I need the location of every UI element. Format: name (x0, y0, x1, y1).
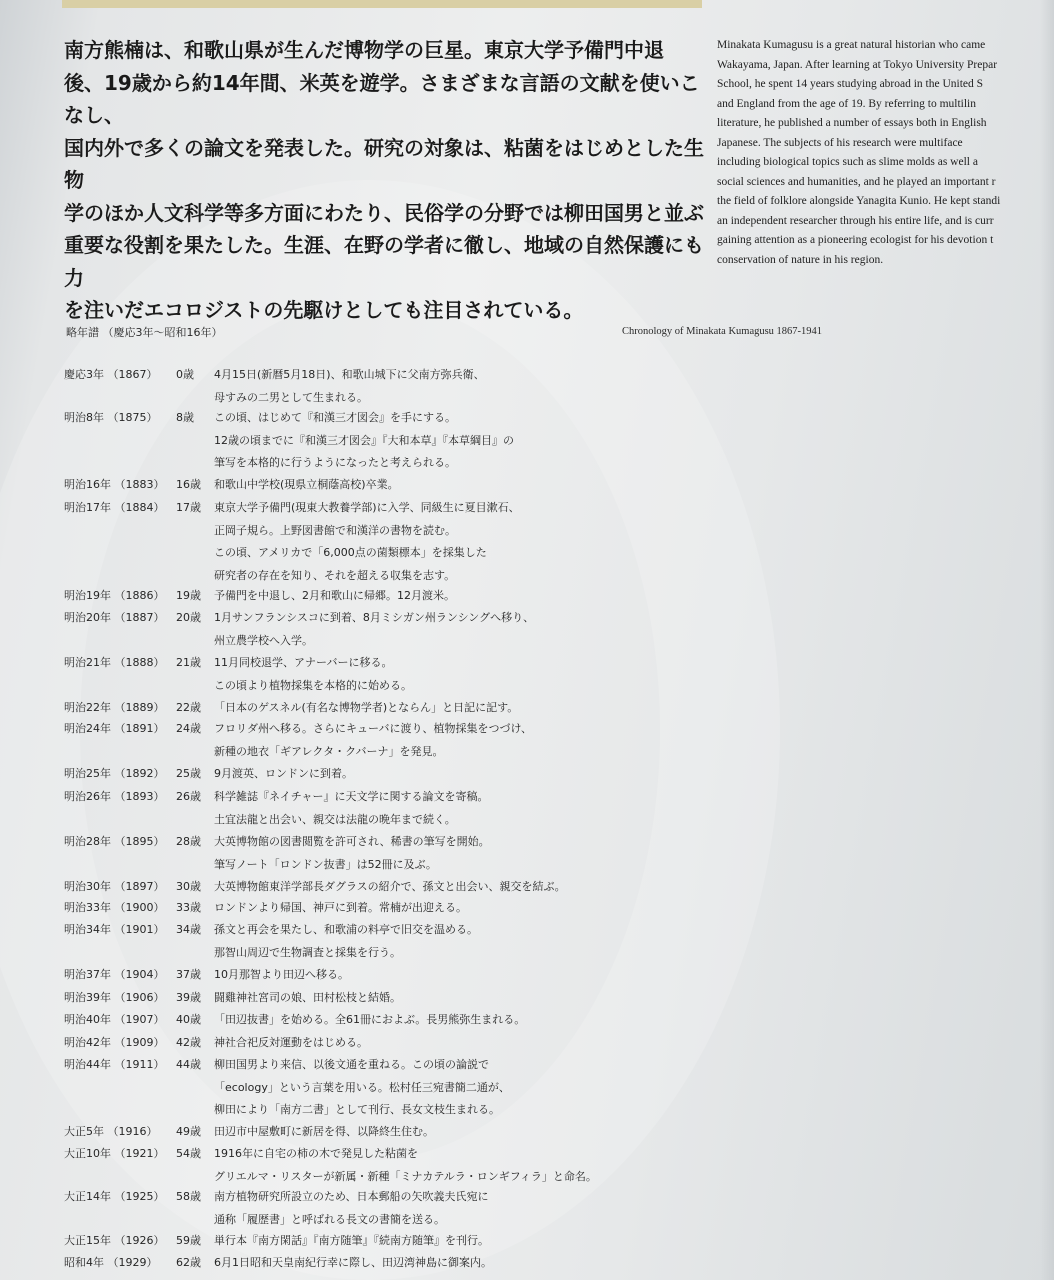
jp-row-text: 闘雞神社宮司の娘、田村松枝と結婚。 (214, 991, 401, 1004)
jp-row-age: 39歳 (176, 991, 201, 1004)
jp-row-text: 柳田国男より来信、以後文通を重ねる。この頃の論説で 「ecology」という言葉を用いる。松村任三宛書簡二通が、 柳田により「南方二書」として刊行、長女文枝生まれる。 (214, 1058, 510, 1116)
jp-row-age: 21歳 (176, 656, 201, 669)
jp-row-era: 大正14年 （1925） (64, 1190, 165, 1203)
jp-row-text: 10月那智より田辺へ移る。 (214, 968, 349, 981)
jp-row-era: 明治34年 （1901） (64, 923, 165, 936)
en-chronology-title: Chronology of Minakata Kumagusu 1867-1941 (622, 326, 823, 337)
jp-row-age: 20歳 (176, 611, 201, 624)
jp-row-era: 明治28年 （1895） (64, 835, 165, 848)
jp-row-text: 1916年に自宅の柿の木で発見した粘菌を グリエルマ・リスターが新属・新種「ミナカテルラ・ロンギフィラ」と命名。 (214, 1147, 597, 1183)
jp-row-era: 明治42年 （1909） (64, 1036, 165, 1049)
jp-row-text: 4月15日(新暦5月18日)、和歌山城下に父南方弥兵衛、 母すみの二男として生まれる。 (214, 368, 485, 404)
jp-row-age: 42歳 (176, 1036, 201, 1049)
edge-shadow (1040, 0, 1054, 1280)
jp-row-age: 22歳 (176, 701, 201, 714)
jp-row-text: フロリダ州へ移る。さらにキューバに渡り、植物採集をつづけ、 新種の地衣「ギアレクタ・クバーナ」を発見。 (214, 722, 533, 758)
jp-row-age: 17歳 (176, 501, 201, 514)
jp-row-age: 30歳 (176, 880, 201, 893)
jp-row-text: 東京大学予備門(現東大教養学部)に入学、同級生に夏目漱石、 正岡子規ら。上野図書館で和漢洋の書物を読む。 この頃、アメリカで「6,000点の菌類標本」を採集した 研究者の存在を知り、それを超える収集を志す。 (214, 501, 520, 582)
japanese-intro-text: 南方熊楠は、和歌山県が生んだ博物学の巨星。東京大学予備門中退 後、19歳から約14年間、米英を遊学。さまざまな言語の文献を使いこなし、 国内外で多くの論文を発表した。研究の対象は、粘菌をはじめとした生物 学のほか人文科学等多方面にわたり、民俗学の分野では柳田国男と並ぶ 重要な役割を果たした。生涯、在野の学者に徹し、地域の自然保護にも力 を注いだエコロジストの先駆けとしても注目されている。 (64, 38, 704, 322)
jp-row-age: 8歳 (176, 411, 194, 424)
jp-row-age: 34歳 (176, 923, 201, 936)
jp-row-age: 19歳 (176, 589, 201, 602)
jp-row-era: 明治24年 （1891） (64, 722, 165, 735)
jp-row-era: 明治26年 （1893） (64, 790, 165, 803)
jp-row-era: 大正15年 （1926） (64, 1234, 165, 1247)
jp-row-text: 大英博物館東洋学部長ダグラスの紹介で、孫文と出会い、親交を結ぶ。 (214, 880, 566, 893)
jp-row-era: 明治37年 （1904） (64, 968, 165, 981)
jp-row-text: 孫文と再会を果たし、和歌浦の料亭で旧交を温める。 那智山周辺で生物調査と採集を行う。 (214, 923, 478, 959)
jp-row-text: 大英博物館の図書閲覧を許可され、稀書の筆写を開始。 筆写ノート「ロンドン抜書」は52冊に及ぶ。 (214, 835, 490, 871)
jp-row-text: 単行本『南方閑話』『南方随筆』『続南方随筆』を刊行。 (214, 1234, 489, 1247)
jp-row-era: 明治39年 （1906） (64, 991, 165, 1004)
jp-row-text: 南方植物研究所設立のため、日本郵船の矢吹義夫氏宛に 通称「履歴書」と呼ばれる長文の書簡を送る。 (214, 1190, 489, 1226)
jp-row-era: 大正10年 （1921） (64, 1147, 165, 1160)
jp-row-era: 昭和4年 （1929） (64, 1256, 158, 1269)
jp-row-age: 49歳 (176, 1125, 201, 1138)
jp-row-era: 大正5年 （1916） (64, 1125, 158, 1138)
jp-row-age: 16歳 (176, 478, 201, 491)
jp-row-age: 25歳 (176, 767, 201, 780)
jp-row-text: 「田辺抜書」を始める。全61冊におよぶ。長男熊弥生まれる。 (214, 1013, 526, 1026)
jp-row-era: 明治33年 （1900） (64, 901, 165, 914)
english-intro-text: Minakata Kumagusu is a great natural historian who came Wakayama, Japan. After learning at Tokyo University Prepar School, he spent 14 years studying abroad in the United S and England from the age of 19. By referring to multilin literature, he published a number of essays both in English Japanese. The subjects of his research were multiface including biological topics such as slime molds as well a social sciences and humanities, and he played an important r the field of folklore alongside Yanagita Kunio. He kept standi an independent researcher through his entire life, and is curr gaining attention as a pioneering ecologist for his devotion t conservation of nature in his region. (717, 39, 1001, 266)
jp-row-text: 予備門を中退し、2月和歌山に帰郷。12月渡米。 (214, 589, 455, 602)
jp-row-text: 1月サンフランシスコに到着、8月ミシガン州ランシングへ移り、 州立農学校へ入学。 (214, 611, 535, 647)
jp-row-age: 28歳 (176, 835, 201, 848)
jp-row-age: 62歳 (176, 1256, 201, 1269)
jp-row-text: 11月同校退学、アナーバーに移る。 この頃より植物採集を本格的に始める。 (214, 656, 412, 692)
jp-row-age: 44歳 (176, 1058, 201, 1071)
jp-row-era: 明治25年 （1892） (64, 767, 165, 780)
jp-row-age: 24歳 (176, 722, 201, 735)
jp-row-era: 明治22年 （1889） (64, 701, 165, 714)
jp-row-era: 明治19年 （1886） (64, 589, 165, 602)
jp-row-era: 慶応3年 （1867） (64, 368, 158, 381)
jp-row-age: 37歳 (176, 968, 201, 981)
jp-row-text: 田辺市中屋敷町に新居を得、以降終生住む。 (214, 1125, 434, 1138)
jp-row-text: 和歌山中学校(現県立桐蔭高校)卒業。 (214, 478, 399, 491)
jp-row-era: 明治30年 （1897） (64, 880, 165, 893)
jp-row-era: 明治44年 （1911） (64, 1058, 165, 1071)
jp-row-age: 59歳 (176, 1234, 201, 1247)
jp-row-era: 明治20年 （1887） (64, 611, 165, 624)
jp-row-era: 明治21年 （1888） (64, 656, 165, 669)
jp-row-text: 6月1日昭和天皇南紀行幸に際し、田辺湾神島に御案内。 (214, 1256, 492, 1269)
jp-row-age: 0歳 (176, 368, 194, 381)
jp-row-text: 9月渡英、ロンドンに到着。 (214, 767, 353, 780)
jp-row-text: ロンドンより帰国、神戸に到着。常楠が出迎える。 (214, 901, 467, 914)
jp-row-age: 40歳 (176, 1013, 201, 1026)
jp-row-age: 54歳 (176, 1147, 201, 1160)
jp-row-era: 明治40年 （1907） (64, 1013, 165, 1026)
jp-row-age: 33歳 (176, 901, 201, 914)
jp-row-text: 科学雑誌『ネイチャー』に天文学に関する論文を寄稿。 土宜法龍と出会い、親交は法龍の晩年まで続く。 (214, 790, 489, 826)
jp-row-text: 神社合祀反対運動をはじめる。 (214, 1036, 368, 1049)
jp-row-era: 明治17年 （1884） (64, 501, 165, 514)
jp-row-text: 「日本のゲスネル(有名な博物学者)とならん」と日記に記す。 (214, 701, 519, 714)
jp-chronology-title: 略年譜 （慶応3年〜昭和16年） (66, 326, 223, 339)
jp-row-era: 明治8年 （1875） (64, 411, 158, 424)
jp-row-era: 明治16年 （1883） (64, 478, 165, 491)
jp-row-text: この頃、はじめて『和漢三才図会』を手にする。 12歳の頃までに『和漢三才図会』『大和本草』『本草綱目』の 筆写を本格的に行うようになったと考えられる。 (214, 411, 514, 469)
jp-row-age: 58歳 (176, 1190, 201, 1203)
jp-row-age: 26歳 (176, 790, 201, 803)
